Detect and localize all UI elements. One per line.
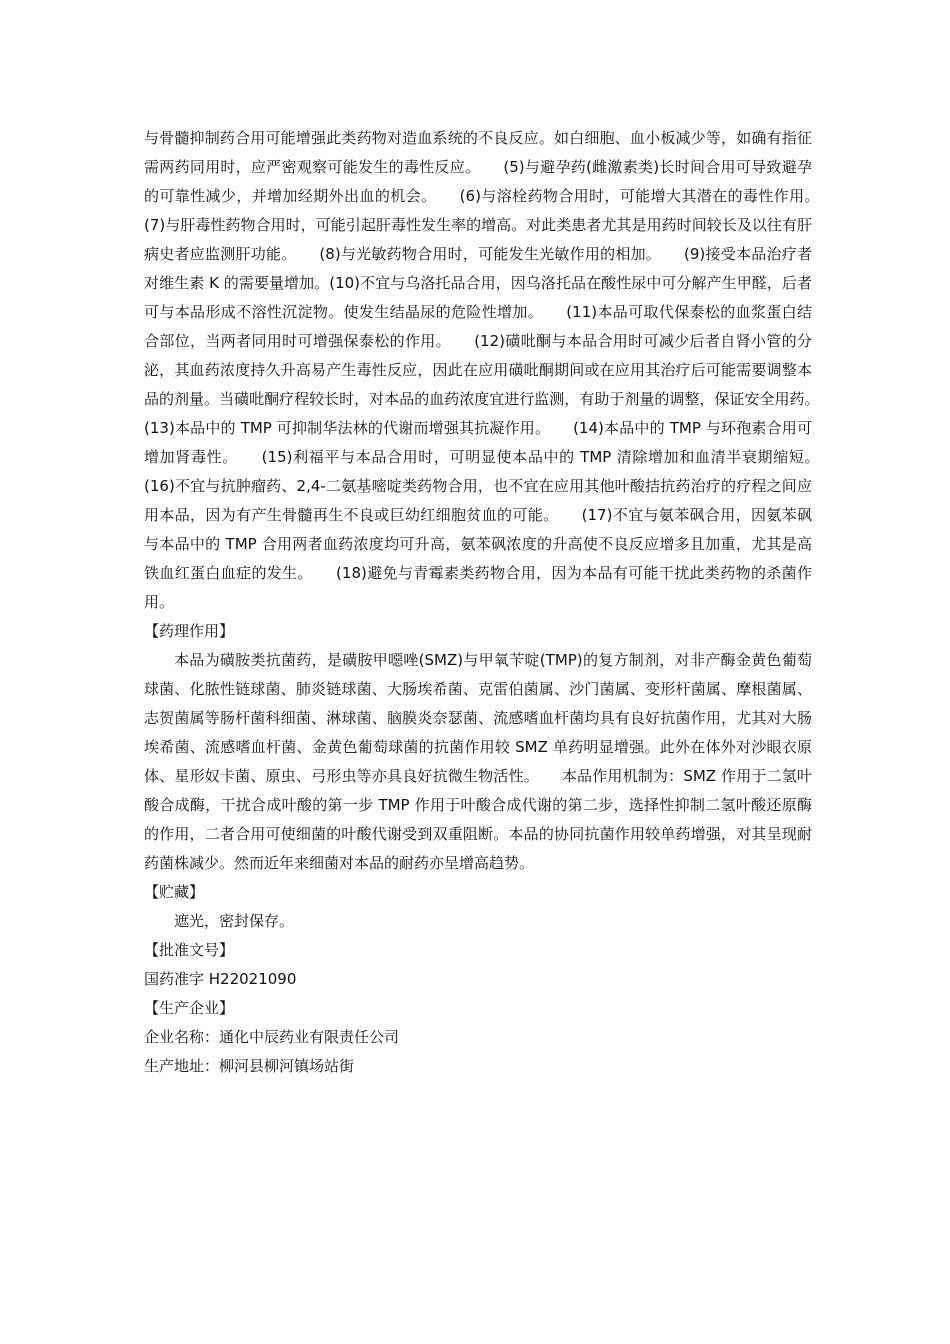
approval-heading: 【批准文号】 (144, 941, 235, 959)
manufacturer-heading: 【生产企业】 (144, 999, 235, 1017)
manufacturer-address: 生产地址：柳河县柳河镇场站街 (144, 1057, 355, 1075)
drug-interactions-paragraph: 与骨髓抑制药合用可能增强此类药物对造血系统的不良反应。如白细胞、血小板减少等，如确有指征需两药同用时，应严密观察可能发生的毒性反应。 (5)与避孕药(雌激素类)长时间合用可导致避孕的可靠性减少，并增加经期外出血的机会。 (6)与溶栓药物合用时，可能增大其潜在的毒性作用。 (7)与肝毒性药物合用时，可能引起肝毒性发生率的增高。对此类患者尤其是用药时间较长及以往有肝病史者应监测肝功能。 (8)与光敏药物合用时，可能发生光敏作用的相加。 (9)接受本品治疗者对维生素 K 的需要量增加。(10)不宜与乌洛托品合用，因乌洛托品在酸性尿中可分解产生甲醛，后者可与本品形成不溶性沉淀物。使发生结晶尿的危险性增加。 (11)本品可取代保泰松的血浆蛋白结合部位，当两者同用时可增强保泰松的作用。 (12)磺吡酮与本品合用时可减少后者自肾小管的分泌，其血药浓度持久升高易产生毒性反应，因此在应用磺吡酮期间或在应用其治疗后可能需要调整本品的剂量。当磺吡酮疗程较长时，对本品的血药浓度宜进行监测，有助于剂量的调整，保证安全用药。 (13)本品中的 TMP 可抑制华法林的代谢而增强其抗凝作用。 (14)本品中的 TMP 与环孢素合用可增加肾毒性。 (15)利福平与本品合用时，可明显使本品中的 TMP 清除增加和血清半衰期缩短。 (16)不宜与抗肿瘤药、2,4-二氨基嘧啶类药物合用，也不宜在应用其他叶酸拮抗药治疗的疗程之间应用本品，因为有产生骨髓再生不良或巨幼红细胞贫血的可能。 (17)不宜与氨苯砜合用，因氨苯砜与本品中的 TMP 合用两者血药浓度均可升高，氨苯砜浓度的升高使不良反应增多且加重，尤其是高铁血红蛋白血症的发生。 (18)避免与青霉素类药物合用，因为本品有可能干扰此类药物的杀菌作用。 (144, 129, 843, 611)
pharmacology-heading: 【药理作用】 (144, 622, 235, 640)
approval-number: 国药准字 H22021090 (144, 970, 297, 988)
storage-paragraph: 遮光，密封保存。 (174, 912, 295, 930)
document-page (144, 124, 843, 1081)
manufacturer-name: 企业名称：通化中辰药业有限责任公司 (144, 1028, 400, 1046)
storage-heading: 【贮藏】 (144, 883, 205, 901)
pharmacology-paragraph: 本品为磺胺类抗菌药，是磺胺甲噁唑(SMZ)与甲氧苄啶(TMP)的复方制剂，对非产酶金黄色葡萄球菌、化脓性链球菌、肺炎链球菌、大肠埃希菌、克雷伯菌属、沙门菌属、变形杆菌属、摩根菌属、志贺菌属等肠杆菌科细菌、淋球菌、脑膜炎奈瑟菌、流感嗜血杆菌均具有良好抗菌作用，尤其对大肠埃希菌、流感嗜血杆菌、金黄色葡萄球菌的抗菌作用较 SMZ 单药明显增强。此外在体外对沙眼衣原体、星形奴卡菌、原虫、弓形虫等亦具良好抗微生物活性。 本品作用机制为：SMZ 作用于二氢叶酸合成酶，干扰合成叶酸的第一步 TMP 作用于叶酸合成代谢的第二步，选择性抑制二氢叶酸还原酶的作用，二者合用可使细菌的叶酸代谢受到双重阻断。本品的协同抗菌作用较单药增强，对其呈现耐药菌株减少。然而近年来细菌对本品的耐药亦呈增高趋势。 (144, 651, 812, 872)
